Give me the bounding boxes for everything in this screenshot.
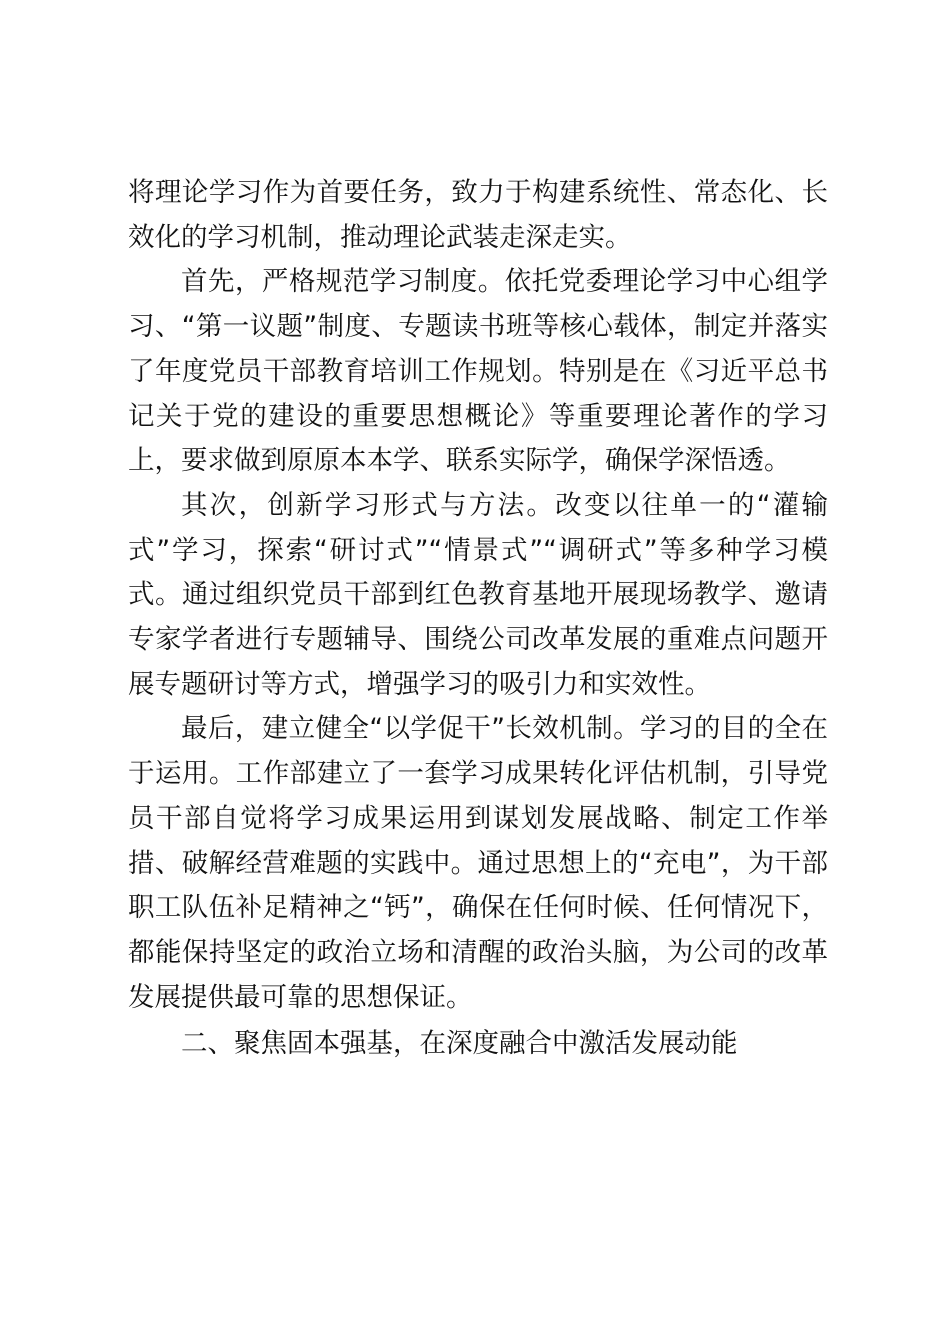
- paragraph-intro-continuation: 将理论学习作为首要任务，致力于构建系统性、常态化、长效化的学习机制，推动理论武装走深走实。: [128, 177, 828, 253]
- paragraph-third-point: 最后，建立健全“以学促干”长效机制。学习的目的全在于运用。工作部建立了一套学习成果转化评估机制，引导党员干部自觉将学习成果运用到谋划发展战略、制定工作举措、破解经营难题的实践中。通过思想上的“充电”，为干部职工队伍补足精神之“钙”，确保在任何时候、任何情况下，都能保持坚定的政治立场和清醒的政治头脑，为公司的改革发展提供最可靠的思想保证。: [128, 713, 828, 1013]
- paragraph-first-point: 首先，严格规范学习制度。依托党委理论学习中心组学习、“第一议题”制度、专题读书班等核心载体，制定并落实了年度党员干部教育培训工作规划。特别是在《习近平总书记关于党的建设的重要思想概论》等重要理论著作的学习上，要求做到原原本本学、联系实际学，确保学深悟透。: [128, 266, 828, 477]
- document-body: [128, 171, 828, 1067]
- section-heading: 二、聚焦固本强基，在深度融合中激活发展动能: [181, 1028, 738, 1060]
- paragraph-second-point: 其次，创新学习形式与方法。改变以往单一的“灌输式”学习，探索“研讨式”“情景式”“调研式”等多种学习模式。通过组织党员干部到红色教育基地开展现场教学、邀请专家学者进行专题辅导、围绕公司改革发展的重难点问题开展专题研讨等方式，增强学习的吸引力和实效性。: [128, 489, 828, 700]
